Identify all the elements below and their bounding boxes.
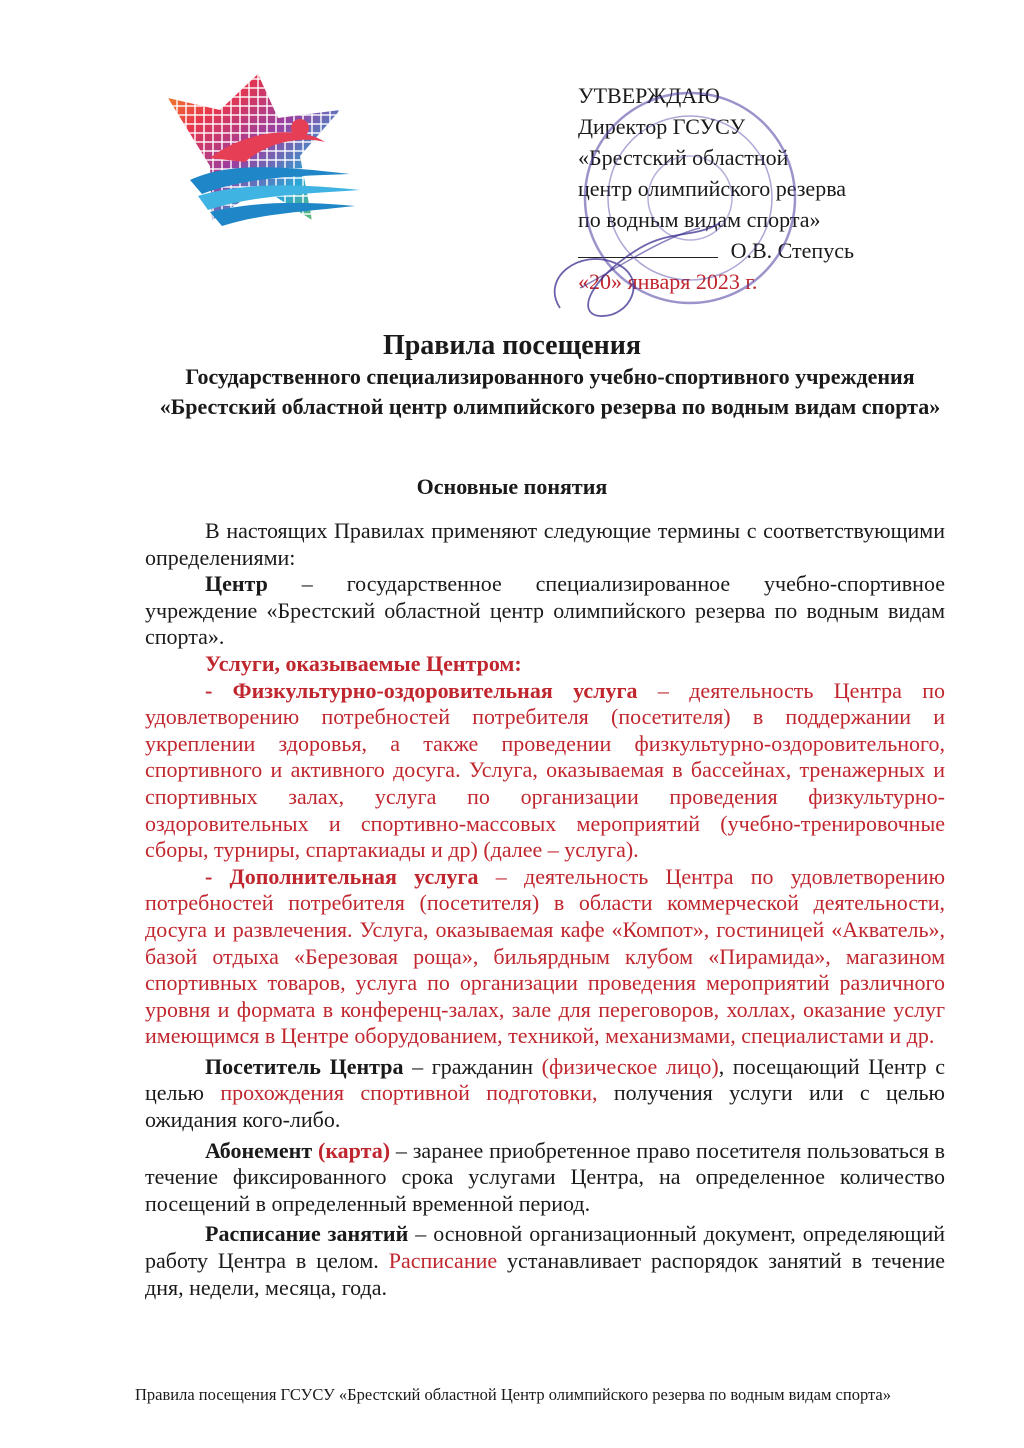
signature-line <box>578 257 718 258</box>
star-swimmer-logo-icon <box>150 70 380 260</box>
def-schedule-part-1: – основной организационный документ, определяющий работу Центра в целом. <box>145 1221 946 1274</box>
term-schedule: Расписание занятий <box>205 1221 409 1247</box>
approval-heading: УТВЕРЖДАЮ <box>578 83 720 108</box>
def-visitor-part-1: – гражданин <box>403 1053 542 1079</box>
def-visitor-red-2: прохождения спортивной подготовки, <box>220 1080 598 1106</box>
definition-subscription <box>145 1138 945 1218</box>
approval-org-line-3: по водным видам спорта» <box>578 207 821 232</box>
def-center: – государственное специализированное учебно-спортивное учреждение «Брестский областной центр олимпийского резерва по водным видам спорта». <box>145 571 945 650</box>
def-schedule-part-2: устанавливает распорядок занятий в течение дня, недели, месяца, года. <box>145 1248 945 1300</box>
document-title: Правила посещения <box>382 330 642 361</box>
approval-date: «20» января 2023 г. <box>578 269 758 294</box>
approval-org-line-2: центр олимпийского резерва <box>578 176 847 201</box>
def-visitor-part-2: , посещающий Центр с целью <box>145 1053 945 1106</box>
def-visitor-part-3: получения услуги или с целью ожидания кого-либо. <box>145 1080 945 1133</box>
term-visitor: Посетитель Центра <box>205 1053 404 1079</box>
definition-center <box>145 571 945 651</box>
document-body <box>145 518 945 1305</box>
definition-schedule <box>145 1221 945 1301</box>
intro-paragraph <box>145 518 945 571</box>
def-schedule-red: Расписание <box>388 1248 498 1274</box>
signature-row <box>578 235 898 266</box>
approval-position: Директор ГСУСУ <box>578 114 746 139</box>
def-fitness-service: – деятельность Центра по удовлетворению потребностей потребителя (посетителя) в поддержании и укреплении здоровья, а также проведении физкультурно-оздоровительного, спортивного и активного досуга. Услуга, оказываемая в бассейнах, тренажерных и спортивных залах, услуга по организации проведения физкультурно-оздоровительных и спортивно-массовых мероприятий (учебно-тренировочные сборы, турниры, спартакиады и др) (далее – услуга). <box>145 677 945 863</box>
section-title: Основные понятия <box>416 474 608 499</box>
def-additional-service: – деятельность Центра по удовлетворению потребностей потребителя (посетителя) в области коммерческой деятельности, досуга и развлечения. Услуга, оказываемая кафе «Компот», гостиницей «Акватель», базой отдыха «Березовая роща», бильярдным клубом «Пирамида», магазином спортивных товаров, услуга по организации проведения мероприятий различного уровня и формата в конференц-залах, зале для переговоров, холлах, оказание услуг имеющимся в Центре оборудованием, техникой, механизмами, специалистами и др. <box>145 863 946 1049</box>
term-fitness-service: - Физкультурно-оздоровительная услуга <box>205 677 638 703</box>
term-additional-service: - Дополнительная услуга <box>205 863 479 889</box>
term-subscription-card: (карта) <box>312 1137 391 1163</box>
term-subscription: Абонемент <box>205 1137 313 1163</box>
definition-additional-service <box>145 864 945 1050</box>
approval-org-line-1: «Брестский областной <box>578 145 789 170</box>
page-footer: Правила посещения ГСУСУ «Брестский областной Центр олимпийского резерва по водным видам спорта» <box>135 1385 891 1404</box>
intro-text: В настоящих Правилах применяют следующие термины с соответствующими определениями: <box>145 518 945 570</box>
approval-block <box>578 80 898 297</box>
term-center: Центр <box>205 571 268 597</box>
document-subtitle: Государственного специализированного учебно-спортивного учреждения «Брестский областной центр олимпийского резерва по водным видам спорта» <box>159 364 941 419</box>
definition-visitor <box>145 1054 945 1134</box>
services-heading: Услуги, оказываемые Центром: <box>205 650 522 676</box>
def-subscription: – заранее приобретенное право посетителя пользоваться в течение фиксированного срока услугами Центра, на определенное количество посещений в определенный временной период. <box>145 1137 946 1216</box>
services-heading-paragraph <box>145 651 945 678</box>
def-visitor-red-1: (физическое лицо) <box>541 1053 719 1079</box>
signer-name: О.В. Степусь <box>730 238 854 263</box>
definition-fitness-service <box>145 678 945 864</box>
